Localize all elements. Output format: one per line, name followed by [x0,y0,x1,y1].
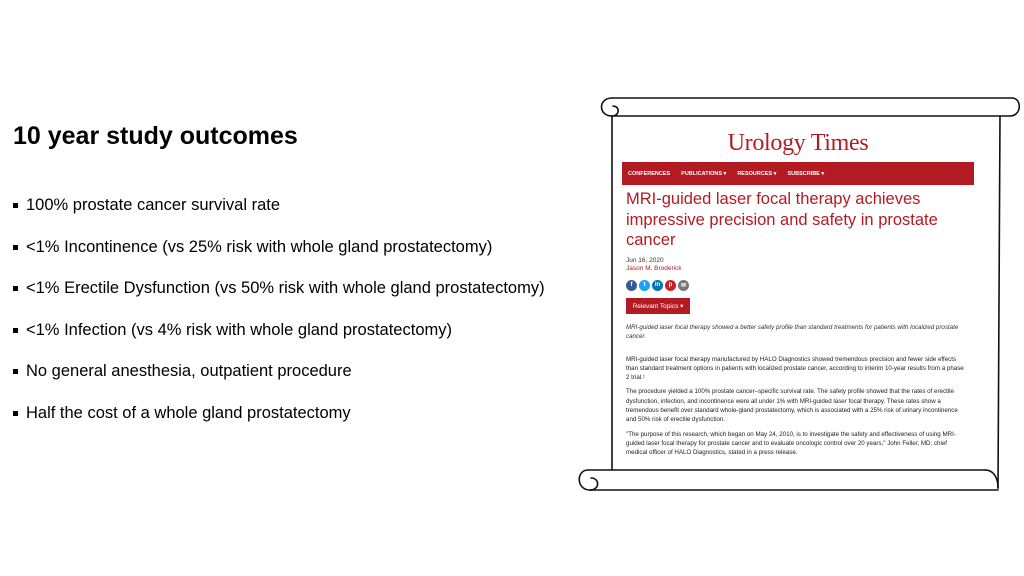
bullet-text: <1% Incontinence (vs 25% risk with whole gland prostatectomy) [26,237,493,256]
bullet-text: Half the cost of a whole gland prostatectomy [26,403,351,422]
urology-times-logo: Urology Times [727,130,869,156]
article-screenshot [622,128,974,478]
article-paragraph: The procedure yielded a 100% prostate cancer–specific survival rate. The safety profile showed that the rates of erectile dysfunction, infection, and incontinence were all under 1% with MRI-guided laser focal therapy. These rates show a tremendous benefit over standard whole-gland prostatectomy, which is associated with a 25% risk of urinary incontinence and 50% risk of erectile dysfunction. [626,388,958,424]
twitter-icon[interactable]: t [639,280,650,291]
article-author[interactable]: Jason M. Broderick [626,264,682,272]
slide-title: 10 year study outcomes [13,122,298,150]
bullet-text: <1% Infection (vs 4% risk with whole gland prostatectomy) [26,320,452,339]
article-date: Jun 16, 2020 [626,256,664,264]
nav-item-conferences[interactable]: CONFERENCES [628,170,671,177]
article-paragraph: MRI-guided laser focal therapy manufactured by HALO Diagnostics showed tremendous precision and fewer side effects than standard treatment options in patients with localized prostate cancer, according to interim 10-year results from a phase 2 trial.¹ [626,355,964,382]
site-nav [622,162,974,185]
facebook-icon[interactable]: f [626,280,637,291]
bullet-text: <1% Erectile Dysfunction (vs 50% risk with whole gland prostatectomy) [26,279,545,297]
article-paragraph: "The purpose of this research, which began on May 24, 2010, is to investigate the safety and effectiveness of using MRI-guided laser focal therapy for prostate cancer and to evaluate oncologic control over 20 years," John Feller, MD, chief medical officer of HALO Diagnostics, stated in a press release. [626,430,956,457]
pinterest-icon[interactable]: p [665,280,676,291]
nav-item-subscribe[interactable]: SUBSCRIBE ▾ [787,170,825,177]
bullet-text: No general anesthesia, outpatient procedure [26,362,352,380]
article-summary: MRI-guided laser focal therapy showed a better safety profile than standard treatments for patients with localized prostate cancer. [626,323,959,340]
article-headline: MRI-guided laser focal therapy achieves impressive precision and safety in prostate cancer [626,190,938,249]
relevant-topics-button[interactable]: Relevant Topics ▾ [626,298,690,314]
email-icon[interactable]: ✉ [678,280,689,291]
social-share-bar [626,280,974,291]
bullet-text: 100% prostate cancer survival rate [26,196,281,214]
nav-item-resources[interactable]: RESOURCES ▾ [737,170,777,177]
linkedin-icon[interactable]: in [652,280,663,291]
nav-item-publications[interactable]: PUBLICATIONS ▾ [681,170,727,177]
